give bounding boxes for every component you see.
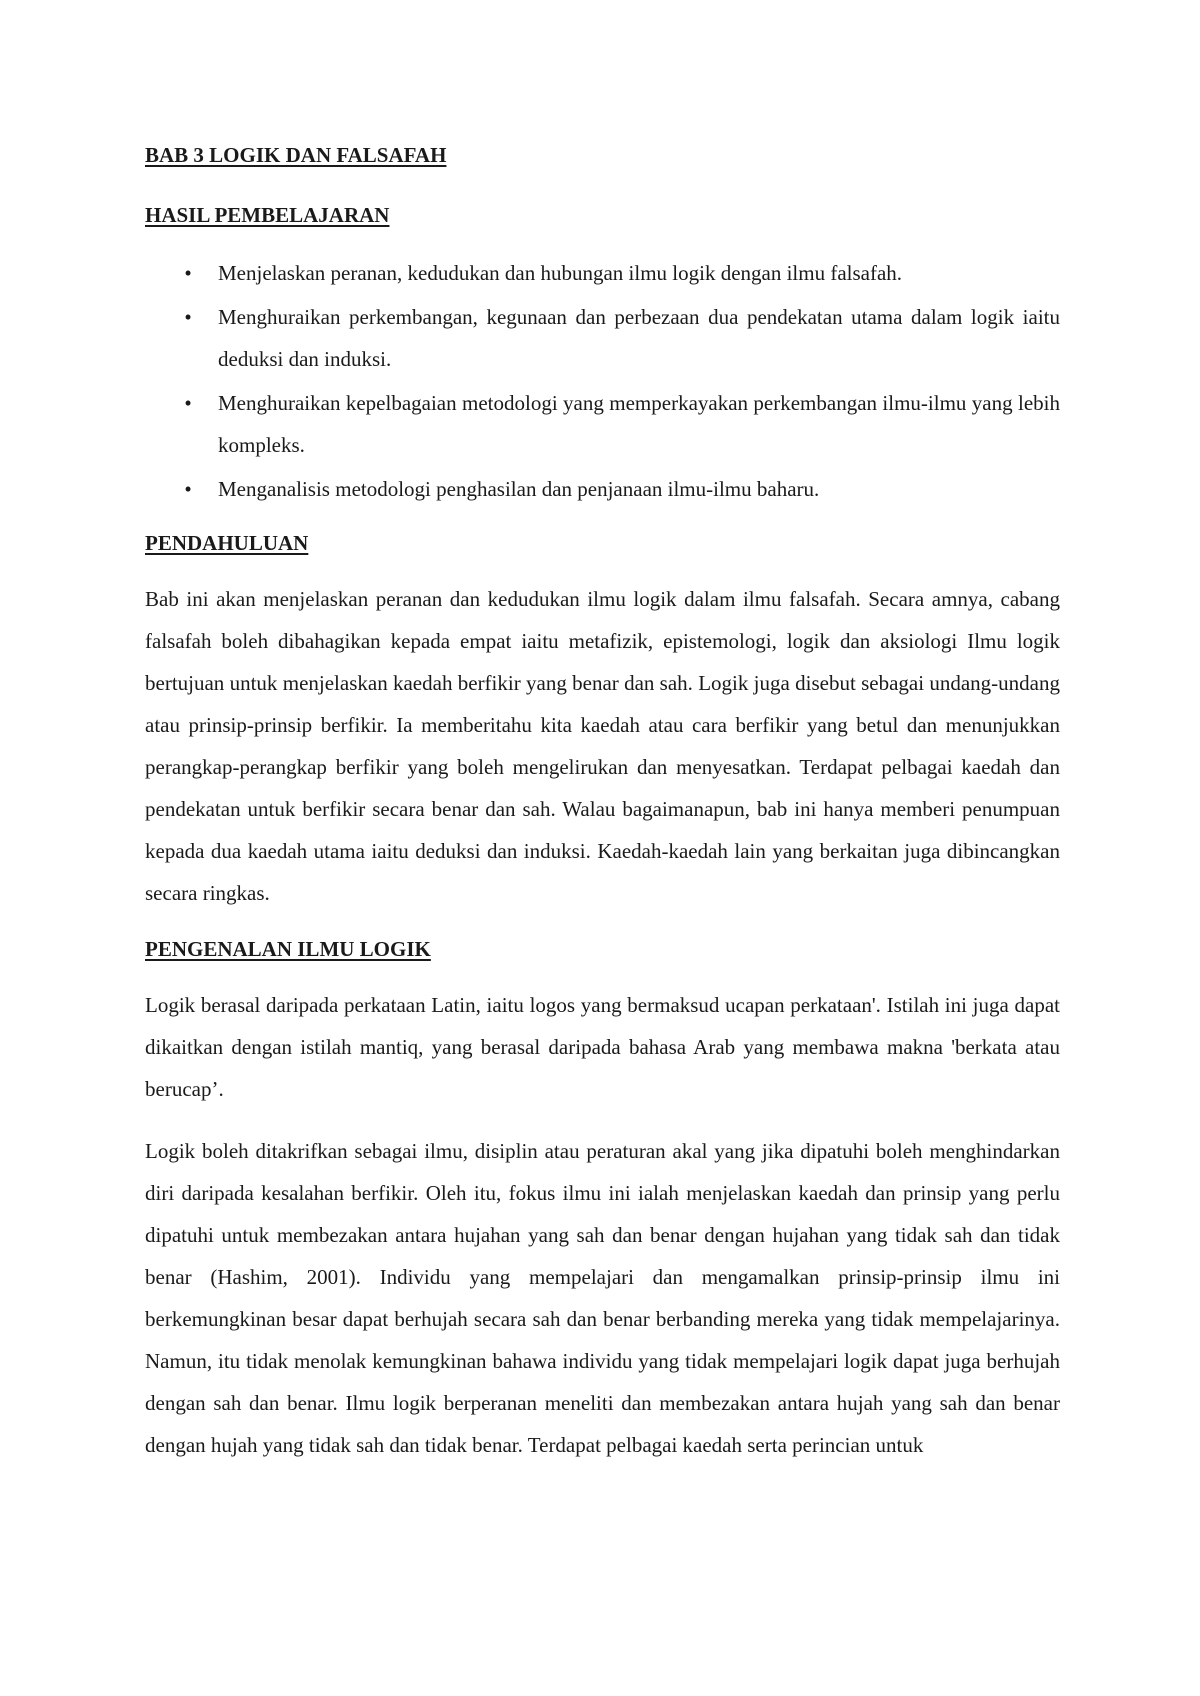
list-item-text: Menghuraikan perkembangan, kegunaan dan perbezaan dua pendekatan utama dalam logik iaitu deduksi dan induksi. bbox=[218, 305, 1060, 371]
list-item-text: Menjelaskan peranan, kedudukan dan hubungan ilmu logik dengan ilmu falsafah. bbox=[218, 261, 903, 285]
list-item bbox=[184, 252, 1060, 294]
list-item bbox=[184, 296, 1060, 380]
document-page bbox=[145, 140, 1060, 1486]
bullet-icon: • bbox=[184, 305, 192, 329]
pendahuluan-paragraph: Bab ini akan menjelaskan peranan dan kedudukan ilmu logik dalam ilmu falsafah. Secara amnya, cabang falsafah boleh dibahagikan kepada empat iaitu metafizik, epistemologi, logik dan aksiologi Ilmu logik bertujuan untuk menjelaskan kaedah berfikir yang benar dan sah. Logik juga disebut sebagai undang-undang atau prinsip-prinsip berfikir. Ia memberitahu kita kaedah atau cara berfikir yang betul dan menunjukkan perangkap-perangkap berfikir yang boleh mengelirukan dan menyesatkan. Terdapat pelbagai kaedah dan pendekatan untuk berfikir secara benar dan sah. Walau bagaimanapun, bab ini hanya memberi penumpuan kepada dua kaedah utama iaitu deduksi dan induksi. Kaedah-kaedah lain yang berkaitan juga dibincangkan secara ringkas. bbox=[145, 587, 1060, 905]
chapter-title: BAB 3 LOGIK DAN FALSAFAH bbox=[145, 143, 447, 167]
bullet-icon: • bbox=[184, 391, 192, 415]
bullet-icon: • bbox=[184, 477, 192, 501]
list-item bbox=[184, 468, 1060, 510]
list-item-text: Menghuraikan kepelbagaian metodologi yang memperkayakan perkembangan ilmu-ilmu yang lebih kompleks. bbox=[218, 391, 1060, 457]
learning-outcomes-list bbox=[145, 252, 1060, 510]
pengenalan-heading: PENGENALAN ILMU LOGIK bbox=[145, 937, 431, 961]
pengenalan-paragraph-1: Logik berasal daripada perkataan Latin, iaitu logos yang bermaksud ucapan perkataan'. Istilah ini juga dapat dikaitkan dengan istilah mantiq, yang berasal daripada bahasa Arab yang membawa makna 'berkata atau berucap’. bbox=[145, 993, 1060, 1101]
learning-outcomes-heading: HASIL PEMBELAJARAN bbox=[145, 203, 390, 227]
pengenalan-paragraph-2: Logik boleh ditakrifkan sebagai ilmu, disiplin atau peraturan akal yang jika dipatuhi boleh menghindarkan diri daripada kesalahan berfikir. Oleh itu, fokus ilmu ini ialah menjelaskan kaedah dan prinsip yang perlu dipatuhi untuk membezakan antara hujahan yang sah dan benar dengan hujahan yang tidak sah dan tidak benar (Hashim, 2001). Individu yang mempelajari dan mengamalkan prinsip-prinsip ilmu ini berkemungkinan besar dapat berhujah secara sah dan benar berbanding mereka yang tidak mempelajarinya. Namun, itu tidak menolak kemungkinan bahawa individu yang tidak mempelajari logik dapat juga berhujah dengan sah dan benar. Ilmu logik berperanan meneliti dan membezakan antara hujah yang sah dan benar dengan hujah yang tidak sah dan tidak benar. Terdapat pelbagai kaedah serta perincian untuk bbox=[145, 1139, 1060, 1457]
pendahuluan-heading: PENDAHULUAN bbox=[145, 531, 309, 555]
list-item-text: Menganalisis metodologi penghasilan dan penjanaan ilmu-ilmu baharu. bbox=[218, 477, 820, 501]
list-item bbox=[184, 382, 1060, 466]
bullet-icon: • bbox=[184, 261, 192, 285]
